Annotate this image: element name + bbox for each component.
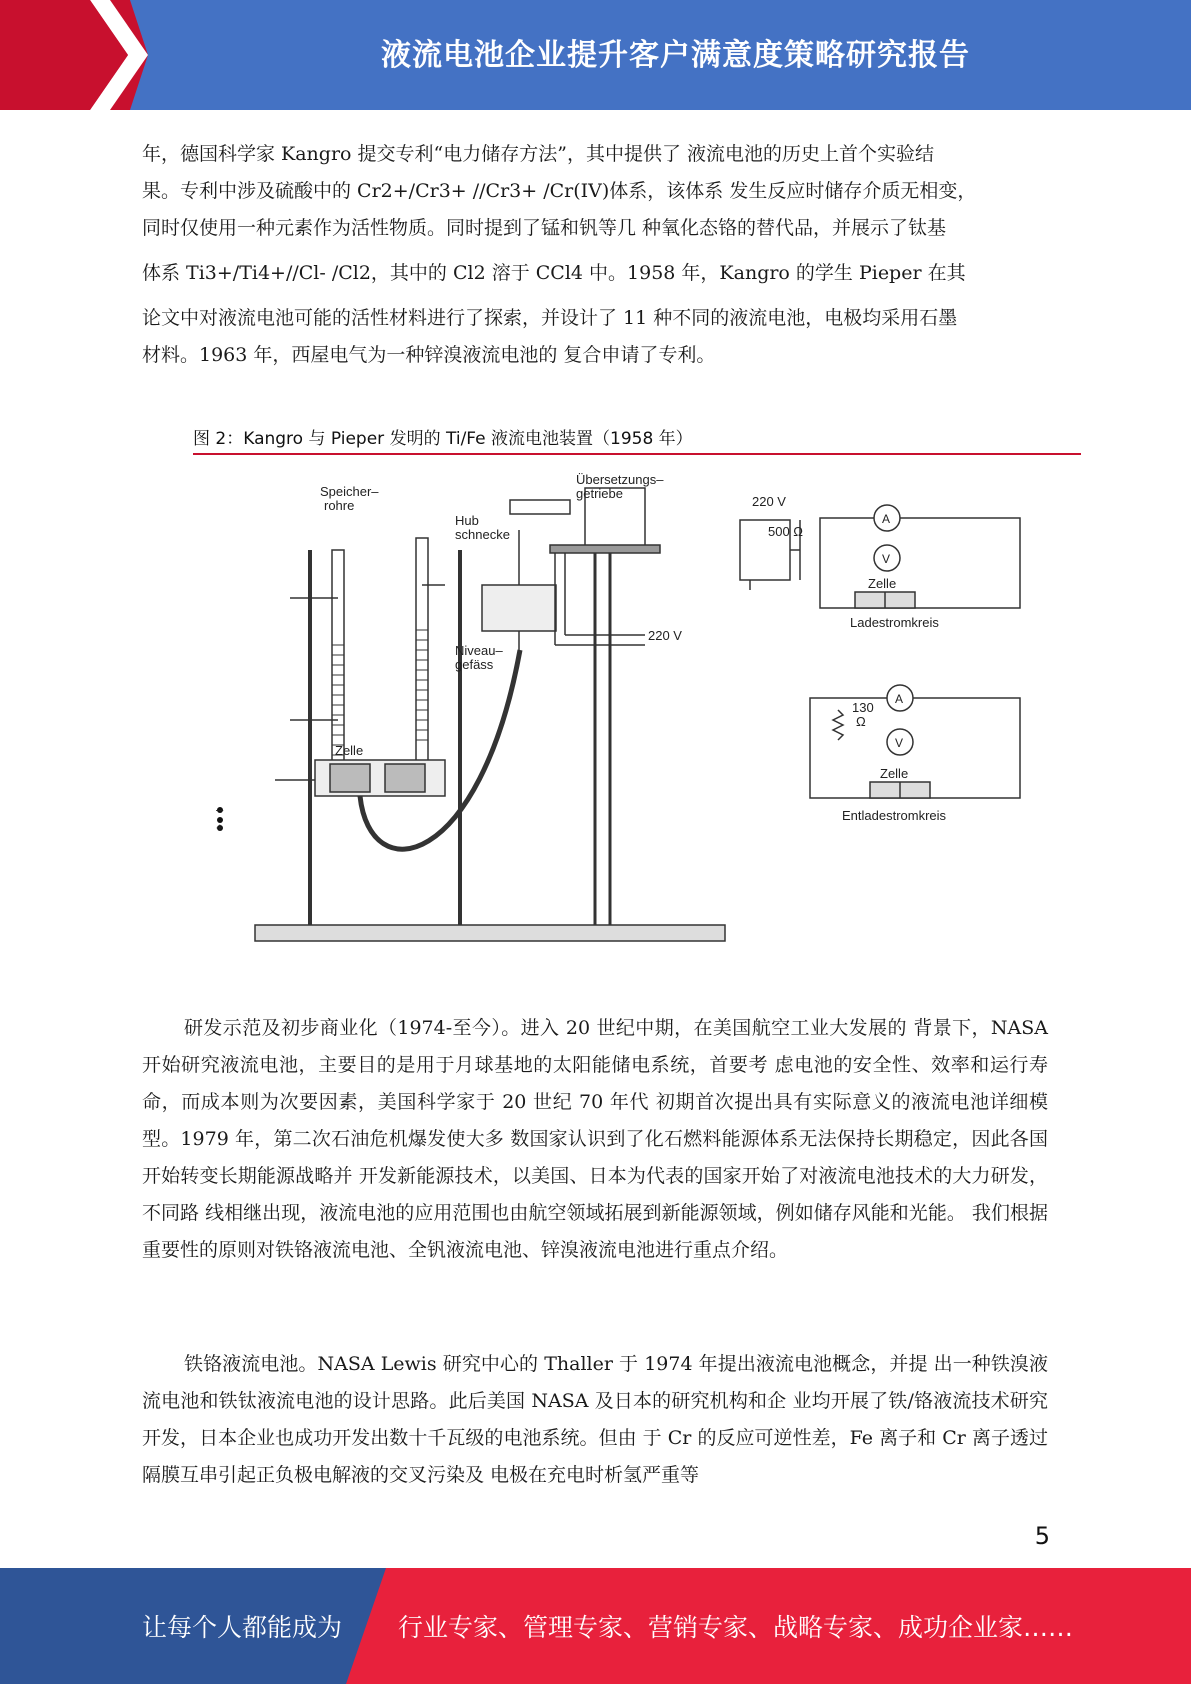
label-speicher: Speicher– bbox=[320, 484, 379, 499]
paragraph-line: 果。专利中涉及硫酸中的 Cr2+/Cr3+ //Cr3+ /Cr(IV)体系，该体系 发生反应时储存介质无相变， bbox=[142, 180, 977, 202]
label-level-vessel: gefäss bbox=[455, 657, 494, 672]
label-plus: + bbox=[216, 820, 224, 835]
apparatus-figure bbox=[216, 470, 1080, 950]
paragraph-line: 体系 Ti3+/Ti4+//Cl- /Cl2，其中的 Cl2 溶于 CCl4 中。1958 年，Kangro 的学生 Pieper 在其 bbox=[142, 262, 966, 284]
voltmeter-icon: V bbox=[882, 552, 891, 566]
hub-screw bbox=[510, 500, 570, 514]
label-minus: – bbox=[216, 802, 224, 817]
footer-slogan-right: 行业专家、管理专家、营销专家、战略专家、成功企业家…… bbox=[398, 1613, 1074, 1642]
paragraph-line: 年，德国科学家 Kangro 提交专利“电力储存方法”，其中提供了 液流电池的历史上首个实验结 bbox=[142, 143, 934, 165]
paragraph-line: 同时仅使用一种元素作为活性物质。同时提到了锰和钒等几 种氧化态铬的替代品，并展示了钛基 bbox=[142, 217, 947, 239]
paragraph-line: 论文中对液流电池可能的活性材料进行了探索，并设计了 11 种不同的液流电池，电极均采用石墨 bbox=[142, 307, 958, 329]
label-discharging-circuit: Entladestromkreis bbox=[842, 808, 947, 823]
label-voltage: 220 V bbox=[752, 494, 786, 509]
document-title: 液流电池企业提升客户满意度策略研究报告 bbox=[381, 38, 970, 73]
paragraph-line: 材料。1963 年，西屋电气为一种锌溴液流电池的 复合申请了专利。 bbox=[142, 344, 716, 366]
base-plate bbox=[255, 925, 725, 941]
label-cell: Zelle bbox=[335, 743, 364, 758]
label-resistance: 130 bbox=[852, 700, 874, 715]
label-gearbox: Übersetzungs– bbox=[576, 472, 664, 487]
page-number: 5 bbox=[1034, 1522, 1050, 1550]
discharging-circuit bbox=[810, 685, 1020, 798]
label-cell: Zelle bbox=[868, 576, 897, 591]
figure-caption: 图 2：Kangro 与 Pieper 发明的 Ti/Fe 液流电池装置（1958 年） bbox=[193, 424, 1081, 455]
level-vessel bbox=[482, 585, 556, 631]
label-charging-circuit: Ladestromkreis bbox=[850, 615, 939, 630]
label-speicher: rohre bbox=[324, 498, 355, 513]
label-hub: Hub bbox=[455, 513, 479, 528]
hose bbox=[360, 650, 520, 849]
ammeter-icon: A bbox=[895, 692, 904, 706]
label-gearbox: getriebe bbox=[576, 486, 623, 501]
footer-slogan-left: 让每个人都能成为 bbox=[142, 1613, 343, 1642]
charging-circuit bbox=[740, 505, 1020, 608]
iron-chromium-paragraph: 铁铬液流电池。NASA Lewis 研究中心的 Thaller 于 1974 年提出液流电池概念，并提 出一种铁溴液流电池和铁钛液流电池的设计思路。此后美国 NASA 及日本的研究机构和企 业均开展了铁/铬液流技术研究开发，日本企业也成功开发出数十千瓦级的电池系统。但由 于 Cr 的反应可逆性差，Fe 离子和 Cr 离子透过隔膜互串引起正负极电解液的交叉污染及 电极在充电时析氢严重等 bbox=[142, 1353, 1048, 1486]
storage-tube bbox=[416, 538, 428, 778]
page-footer bbox=[0, 1568, 1191, 1684]
apparatus-diagram bbox=[216, 470, 1080, 950]
label-resistance: Ω bbox=[856, 714, 866, 729]
page-header bbox=[0, 0, 1191, 110]
label-resistance: 500 Ω bbox=[768, 524, 804, 539]
voltmeter-icon: V bbox=[895, 736, 904, 750]
label-hub: schnecke bbox=[455, 527, 510, 542]
intro-paragraph bbox=[142, 136, 1048, 374]
label-cell: Zelle bbox=[880, 766, 909, 781]
label-voltage: 220 V bbox=[648, 628, 682, 643]
history-paragraph: 研发示范及初步商业化（1974-至今）。进入 20 世纪中期，在美国航空工业大发展的 背景下，NASA 开始研究液流电池，主要目的是用于月球基地的太阳能储电系统，首要考 虑电池的安全性、效率和运行寿命，而成本则为次要因素，美国科学家于 20 世纪 70 年代 初期首次提出具有实际意义的液流电池详细模型。1979 年，第二次石油危机爆发使大多 数国家认识到了化石燃料能源体系无法保持长期稳定，因此各国开始转变长期能源战略并 开发新能源技术，以美国、日本为代表的国家开始了对液流电池技术的大力研发，不同路 线相继出现，液流电池的应用范围也由航空领域拓展到新能源领域，例如储存风能和光能。 我们根据重要性的原则对铁铬液流电池、全钒液流电池、锌溴液流电池进行重点介绍。 bbox=[142, 1017, 1048, 1261]
label-level-vessel: Niveau– bbox=[455, 643, 503, 658]
ammeter-icon: A bbox=[882, 512, 891, 526]
